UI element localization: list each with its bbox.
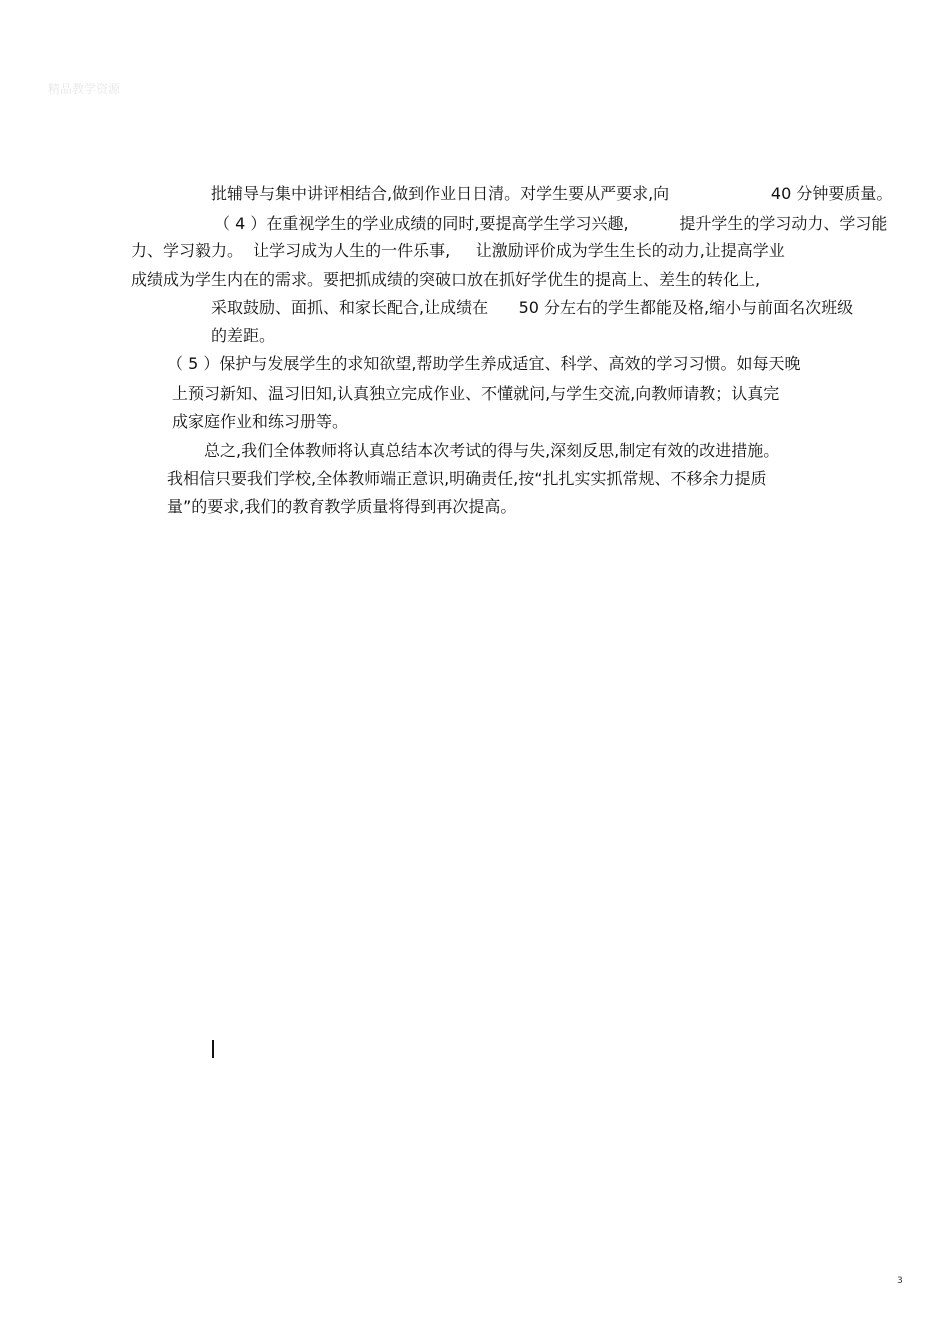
text-line: （ 4 ）在重视学生的学业成绩的同时,要提高学生学习兴趣, 提升学生的学习动力、学习能 <box>214 214 888 233</box>
page-number: 3 <box>897 1276 903 1286</box>
text-line: 批辅导与集中讲评相结合,做到作业日日清。对学生要从严要求,向 40 分钟要质量。 <box>211 184 893 203</box>
text-line: 我相信只要我们学校,全体教师端正意识,明确责任,按“扎扎实实抓常规、不移余力提质 <box>167 469 767 488</box>
text-line: 量”的要求,我们的教育教学质量将得到再次提高。 <box>167 497 517 516</box>
text-line: 成家庭作业和练习册等。 <box>172 412 349 431</box>
text-line: （ 5 ）保护与发展学生的求知欲望,帮助学生养成适宜、科学、高效的学习习惯。如每天晚 <box>167 354 801 373</box>
text-line: 采取鼓励、面抓、和家长配合,让成绩在 50 分左右的学生都能及格,缩小与前面名次班级 <box>211 298 854 317</box>
text-line: 的差距。 <box>211 326 276 345</box>
text-line: 上预习新知、温习旧知,认真独立完成作业、不懂就问,与学生交流,向教师请教；认真完 <box>172 384 780 403</box>
text-line: 总之,我们全体教师将认真总结本次考试的得与失,深刻反思,制定有效的改进措施。 <box>204 441 780 460</box>
watermark-text: 精品教学资源 <box>48 82 121 96</box>
text-cursor[interactable] <box>212 1040 214 1058</box>
text-line: 力、学习毅力。 让学习成为人生的一件乐事, 让激励评价成为学生生长的动力,让提高学业 <box>131 241 785 260</box>
text-line: 成绩成为学生内在的需求。要把抓成绩的突破口放在抓好学优生的提高上、差生的转化上, <box>131 270 761 289</box>
